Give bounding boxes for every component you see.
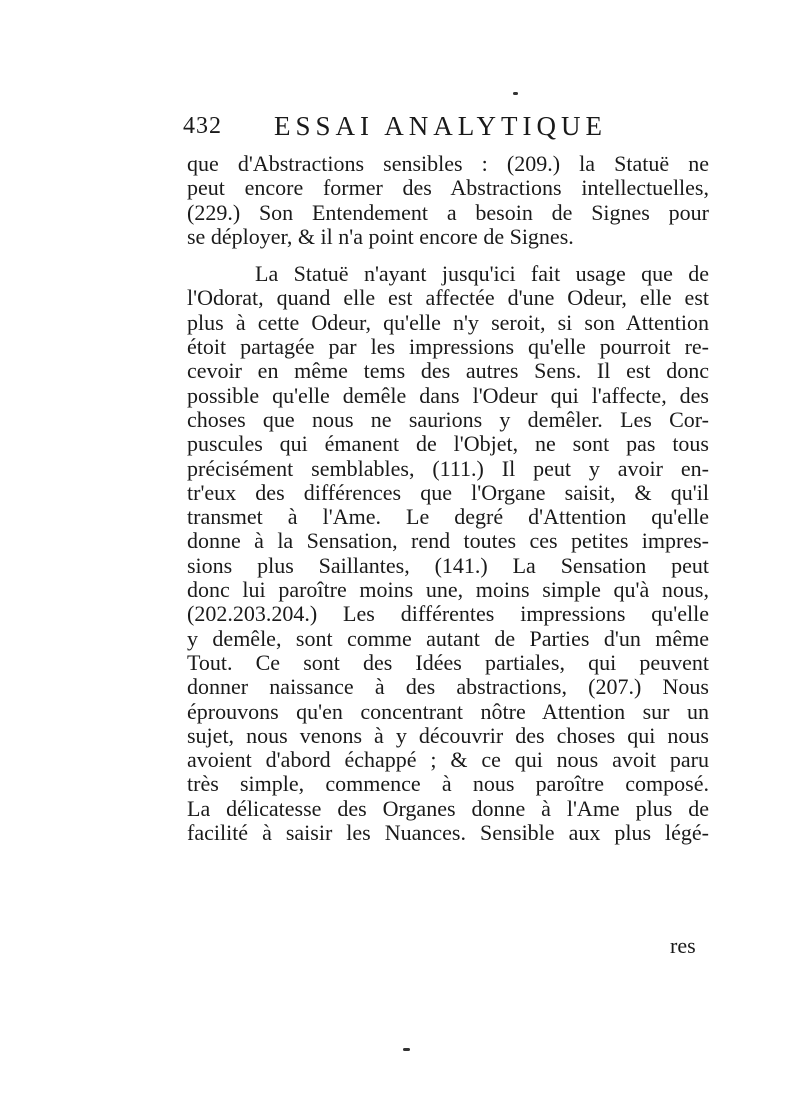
text-line: plus à cette Odeur, qu'elle n'y seroit, si son Attention xyxy=(187,309,709,335)
text-line: facilité à saisir les Nuances. Sensible aux plus légé- xyxy=(187,820,709,846)
text-line: étoit partagée par les impressions qu'elle pourroit re- xyxy=(187,334,709,360)
text-line: l'Odorat, quand elle est affectée d'une Odeur, elle est xyxy=(187,285,709,311)
text-line: très simple, commence à nous paroître composé. xyxy=(187,771,709,797)
text-line: cevoir en même tems des autres Sens. Il est donc xyxy=(187,358,709,384)
text-line: éprouvons qu'en concentrant nôtre Attention sur un xyxy=(187,698,709,724)
body-text xyxy=(187,152,709,845)
text-line: sions plus Saillantes, (141.) La Sensation peut xyxy=(187,552,709,578)
text-line: puscules qui émanent de l'Objet, ne sont pas tous xyxy=(187,431,709,457)
text-line: Tout. Ce sont des Idées partiales, qui peuvent xyxy=(187,649,709,675)
text-line: La délicatesse des Organes donne à l'Ame plus de xyxy=(187,795,709,821)
page-number: 432 xyxy=(183,113,222,139)
text-line: donne à la Sensation, rend toutes ces petites impres- xyxy=(187,528,709,554)
text-line: (202.203.204.) Les différentes impressions qu'elle xyxy=(187,601,709,627)
text-line: se déployer, & il n'a point encore de Signes. xyxy=(187,223,574,249)
catchword: res xyxy=(670,933,696,958)
text-line: transmet à l'Ame. Le degré d'Attention qu'elle xyxy=(187,504,709,530)
text-line: donc lui paroître moins une, moins simple qu'à nous, xyxy=(187,577,709,603)
text-line: peut encore former des Abstractions intellectuelles, xyxy=(187,175,709,201)
text-line: La Statuë n'ayant jusqu'ici fait usage que de xyxy=(255,261,709,287)
text-line: (229.) Son Entendement a besoin de Signes pour xyxy=(187,199,709,225)
ink-speck xyxy=(513,92,518,95)
text-line: choses que nous ne saurions y demêler. Les Cor- xyxy=(187,406,709,432)
text-line: avoient d'abord échappé ; & ce qui nous avoit paru xyxy=(187,747,709,773)
text-line: donner naissance à des abstractions, (207.) Nous xyxy=(187,674,709,700)
text-line: que d'Abstractions sensibles : (209.) la Statuë ne xyxy=(187,151,709,176)
running-title: ESSAI ANALYTIQUE xyxy=(274,111,608,141)
text-line: précisément semblables, (111.) Il peut y avoir en- xyxy=(187,455,709,481)
text-line: sujet, nous venons à y découvrir des choses qui nous xyxy=(187,722,709,748)
text-line: possible qu'elle demêle dans l'Odeur qui l'affecte, des xyxy=(187,382,709,408)
page-header xyxy=(180,107,710,147)
ink-speck xyxy=(403,1048,410,1051)
text-line: tr'eux des différences que l'Organe saisit, & qu'il xyxy=(187,479,709,505)
text-line: y demêle, sont comme autant de Parties d'un même xyxy=(187,625,709,651)
